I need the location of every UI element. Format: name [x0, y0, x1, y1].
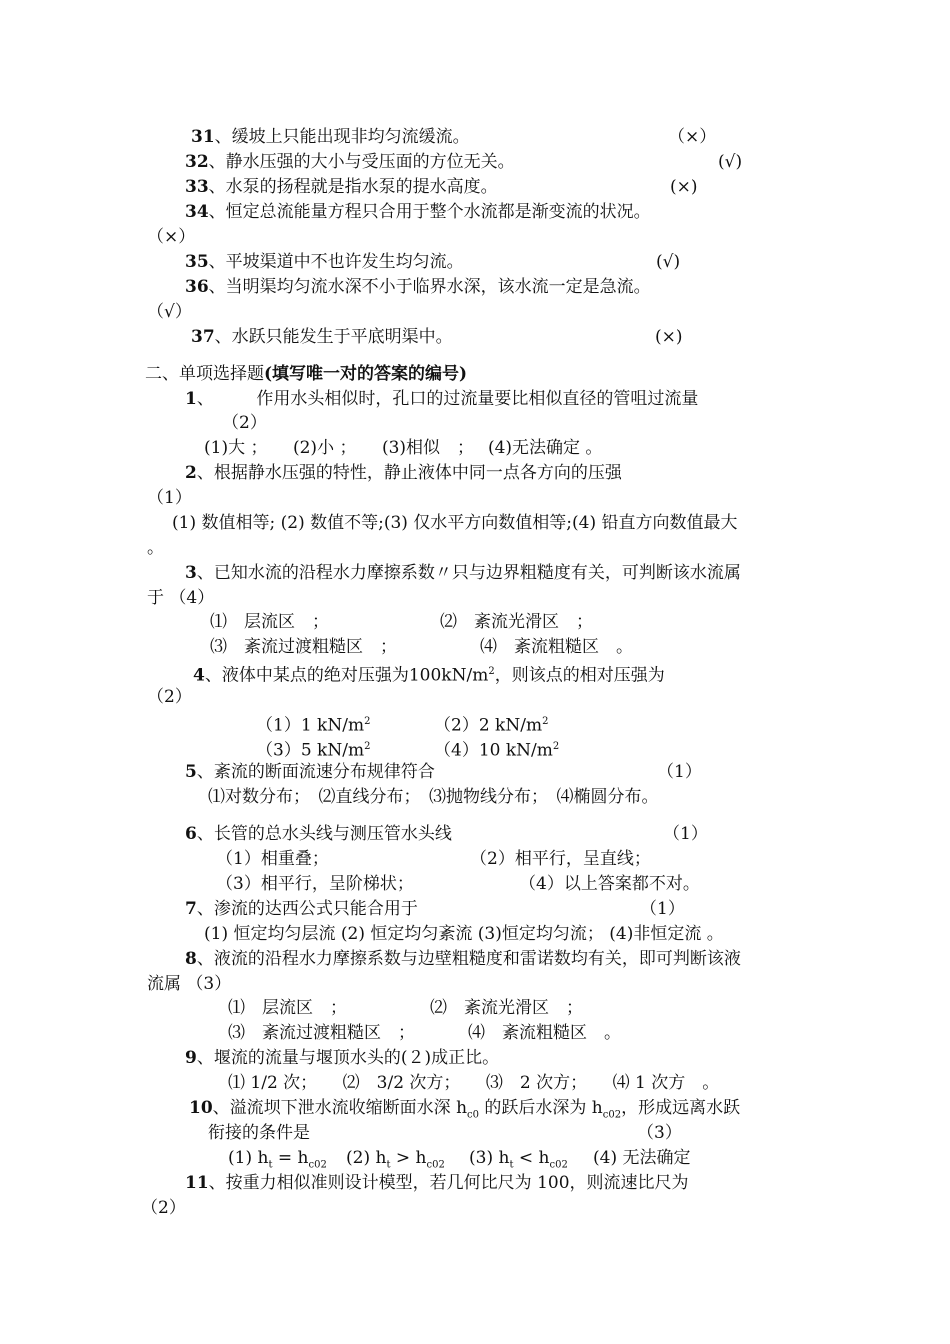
- option-4: （4）以上答案都不对。: [519, 874, 700, 894]
- question-text: ，形成远离水跃: [621, 1098, 741, 1118]
- item-text: 、缓坡上只能出现非均匀流缓流。: [214, 127, 470, 147]
- question-text: 、按重力相似准则设计模型，若几何比尺为 100，则流速比尺为: [208, 1173, 689, 1193]
- question-answer: （2）: [141, 1198, 186, 1218]
- answer-mark: (√): [718, 152, 743, 172]
- option-4: ⑷ 紊流粗糙区 。: [480, 637, 633, 657]
- question-number: 1: [185, 389, 197, 409]
- item-text: 、静水压强的大小与受压面的方位无关。: [208, 152, 515, 172]
- question-answer: （1）: [657, 762, 702, 782]
- question-text: ，则该点的相对压强为: [494, 665, 665, 686]
- item-text: 、平坡渠道中不也许发生均匀流。: [208, 252, 464, 272]
- option-3: ⑶ 紊流过渡粗糙区 ；: [228, 1023, 415, 1043]
- option-4: [434, 736, 559, 762]
- subscript: c0: [467, 1109, 479, 1121]
- question-2: [185, 462, 622, 484]
- answer-mark: (√): [656, 252, 681, 272]
- question-answer: （3）: [637, 1123, 682, 1143]
- tf-item-37: [191, 326, 453, 348]
- question-4: [193, 661, 665, 687]
- option-text: (3) h: [469, 1148, 510, 1168]
- subscript: c02: [426, 1159, 445, 1171]
- subscript: t: [386, 1159, 391, 1171]
- question-answer: （2）: [147, 687, 192, 707]
- option-4: (4) 无法确定: [593, 1148, 691, 1168]
- subscript: c02: [549, 1159, 568, 1171]
- tf-item-34: [185, 201, 651, 223]
- question-answer: （1）: [663, 824, 708, 844]
- subscript: c02: [602, 1109, 622, 1121]
- option-1: ⑴ 层流区 ；: [228, 998, 347, 1018]
- answer-mark: (×): [670, 177, 698, 197]
- question-number: 8: [185, 949, 197, 969]
- answer-mark: (×): [655, 327, 683, 347]
- question-text: 、溢流坝下泄水流收缩断面水深 h: [212, 1098, 468, 1118]
- option-text: = h: [272, 1148, 309, 1168]
- option-2: ⑵ 紊流光滑区 ；: [430, 998, 583, 1018]
- tf-item-31: [191, 126, 470, 148]
- option-text: （4）10 kN/m: [434, 740, 553, 761]
- question-text: 、 作用水头相似时，孔口的过流量要比相似直径的管咀过流量: [196, 389, 699, 409]
- item-number: 37: [191, 327, 215, 347]
- question-9: [185, 1047, 499, 1069]
- question-number: 11: [185, 1173, 209, 1193]
- option-4: ⑷ 紊流粗糙区 。: [468, 1023, 621, 1043]
- question-text: 、液体中某点的绝对压强为100kN/m: [204, 665, 489, 686]
- question-6: [185, 823, 452, 845]
- option-text: > h: [390, 1148, 427, 1168]
- question-number: 5: [185, 762, 197, 782]
- option-text: < h: [513, 1148, 550, 1168]
- question-answer: 流属 （3）: [147, 974, 232, 994]
- item-number: 34: [185, 202, 209, 222]
- option-3: [256, 736, 370, 762]
- item-number: 35: [185, 252, 209, 272]
- question-text: 、液流的沿程水力摩擦系数与边壁粗糙度和雷诺数均有关，即可判断该液: [196, 949, 741, 969]
- tf-item-32: [185, 151, 515, 173]
- question-options: (1) 数值相等; (2) 数值不等;(3) 仅水平方向数值相等;(4) 铅直方向数值最大: [172, 513, 738, 533]
- question-text: 、已知水流的沿程水力摩擦系数〃只与边界粗糙度有关，可判断该水流属: [196, 563, 741, 583]
- option-text: （1）1 kN/m: [256, 715, 365, 736]
- item-number: 32: [185, 152, 209, 172]
- question-options: (1) 恒定均匀层流 (2) 恒定均匀紊流 (3)恒定均匀流； (4)非恒定流 。: [204, 924, 724, 944]
- question-number: 4: [193, 665, 205, 686]
- item-number: 33: [185, 177, 209, 197]
- superscript: 2: [542, 716, 549, 727]
- section-heading: [145, 363, 467, 385]
- question-11: [185, 1172, 689, 1194]
- superscript: 2: [364, 716, 371, 727]
- subscript: t: [268, 1159, 273, 1171]
- tf-item-35: [185, 251, 464, 273]
- answer-mark: （×）: [147, 227, 196, 247]
- option-2: [434, 711, 548, 737]
- section-subtitle: (填写唯一对的答案的编号): [264, 364, 468, 384]
- question-1: [185, 388, 698, 410]
- question-answer: 于 （4）: [147, 588, 215, 608]
- answer-mark: （×）: [668, 127, 717, 147]
- subscript: t: [509, 1159, 514, 1171]
- superscript: 2: [488, 666, 495, 677]
- option-text: (1) h: [228, 1148, 269, 1168]
- question-7: [185, 898, 418, 920]
- question-answer: （2）: [222, 413, 267, 433]
- question-options: ⑴ 1/2 次； ⑵ 3/2 次方； ⑶ 2 次方； ⑷ 1 次方 。: [228, 1073, 720, 1093]
- tf-item-33: [185, 176, 498, 198]
- question-options: ⑴对数分布； ⑵直线分布； ⑶抛物线分布； ⑷椭圆分布。: [208, 787, 659, 807]
- question-number: 6: [185, 824, 197, 844]
- question-text: 、紊流的断面流速分布规律符合: [196, 762, 435, 782]
- option-text: （3）5 kN/m: [256, 740, 365, 761]
- superscript: 2: [552, 741, 560, 752]
- question-text: 、根据静水压强的特性，静止液体中同一点各方向的压强: [196, 463, 622, 483]
- question-options-continued: 。: [147, 538, 164, 558]
- tf-item-36: [185, 276, 651, 298]
- item-text: 、当明渠均匀流水深不小于临界水深，该水流一定是急流。: [208, 277, 651, 297]
- question-8: [185, 948, 741, 970]
- item-number: 31: [191, 127, 215, 147]
- question-5: [185, 761, 435, 783]
- option-text: (2) h: [346, 1148, 387, 1168]
- option-2: ⑵ 紊流光滑区 ；: [440, 612, 593, 632]
- option-2: （2）相平行，呈直线；: [470, 849, 651, 869]
- question-text: 、渗流的达西公式只能合用于: [196, 899, 418, 919]
- answer-mark: （√）: [147, 302, 192, 322]
- subscript: c02: [308, 1159, 327, 1171]
- question-answer: （1）: [147, 488, 192, 508]
- item-text: 、水跃只能发生于平底明渠中。: [214, 327, 453, 347]
- item-number: 36: [185, 277, 209, 297]
- question-number: 9: [185, 1048, 197, 1068]
- question-text: 、长管的总水头线与测压管水头线: [196, 824, 452, 844]
- option-1: [256, 711, 370, 737]
- option-text: （2）2 kN/m: [434, 715, 543, 736]
- question-number: 7: [185, 899, 197, 919]
- option-3: ⑶ 紊流过渡粗糙区 ；: [210, 637, 397, 657]
- question-number: 2: [185, 463, 197, 483]
- question-text: 、堰流的流量与堰顶水头的(２)成正比。: [196, 1048, 500, 1068]
- section-title: 二、单项选择题: [145, 364, 264, 384]
- question-number: 10: [189, 1098, 213, 1118]
- question-text: 的跃后水深为 h: [479, 1098, 603, 1118]
- question-3: [185, 562, 741, 584]
- option-3: （3）相平行，呈阶梯状；: [216, 874, 414, 894]
- item-text: 、水泵的扬程就是指水泵的提水高度。: [208, 177, 498, 197]
- question-answer: （1）: [640, 899, 685, 919]
- question-options: (1)大 ； (2)小 ； (3)相似 ； (4)无法确定 。: [204, 438, 603, 458]
- item-text: 、恒定总流能量方程只合用于整个水流都是渐变流的状况。: [208, 202, 651, 222]
- question-text-continued: 衔接的条件是: [208, 1123, 310, 1143]
- option-1: （1）相重叠；: [216, 849, 329, 869]
- superscript: 2: [364, 741, 371, 752]
- question-number: 3: [185, 563, 197, 583]
- option-1: ⑴ 层流区 ；: [210, 612, 329, 632]
